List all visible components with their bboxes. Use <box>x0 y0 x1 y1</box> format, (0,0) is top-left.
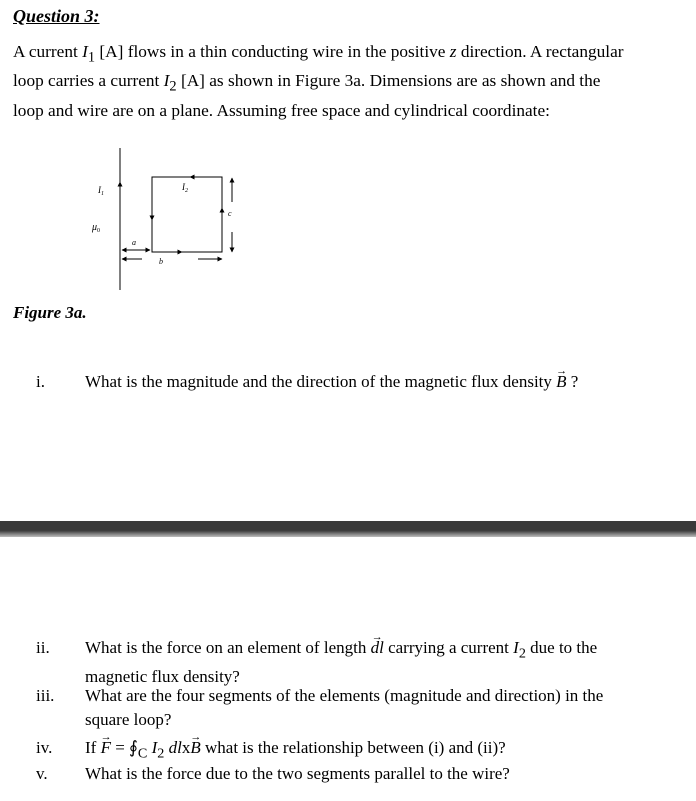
question-text: What are the four segments of the elements (magnitude and direction) in the square loop? <box>85 686 604 729</box>
figure-3a-diagram <box>80 140 260 300</box>
question-text: What is the force on an element of length dl → carrying a current $I_2$ due to the magnetic flux density? <box>85 636 645 689</box>
figure-caption: Figure 3a. <box>13 303 87 322</box>
question-number: iv. <box>36 738 53 757</box>
question-number: v. <box>36 764 48 783</box>
question-number: i. <box>36 372 45 391</box>
question-text: What is the force due to the two segments parallel to the wire? <box>85 764 510 783</box>
label-a: a <box>132 238 136 247</box>
label-i1: $I_1$ <box>98 185 104 197</box>
page-divider <box>0 521 696 537</box>
question-number: iii. <box>36 686 55 705</box>
question-intro: A current $I_1$ [A] flows in a thin conducting wire in the positive z direction. A rectangular loop carries a current $I_2$ [A] as shown in Figure 3a. Dimensions are as shown and the loop and wire are on a plane. Assuming free space and cylindrical coordinate: <box>13 42 624 120</box>
question-title: Question 3: <box>13 6 100 26</box>
question-text: What is the magnitude and the direction of the magnetic flux density B → ? <box>85 370 645 394</box>
label-mu0: $\mu_0$ <box>92 222 101 234</box>
label-b: b <box>159 257 163 266</box>
question-number: ii. <box>36 638 50 657</box>
question-text: If F → = $∮_C$ $I_2$ dlxB → what is the relationship between (i) and (ii)? <box>85 736 645 765</box>
label-c: c <box>228 209 232 218</box>
label-i2: $I_2$ <box>182 182 188 194</box>
